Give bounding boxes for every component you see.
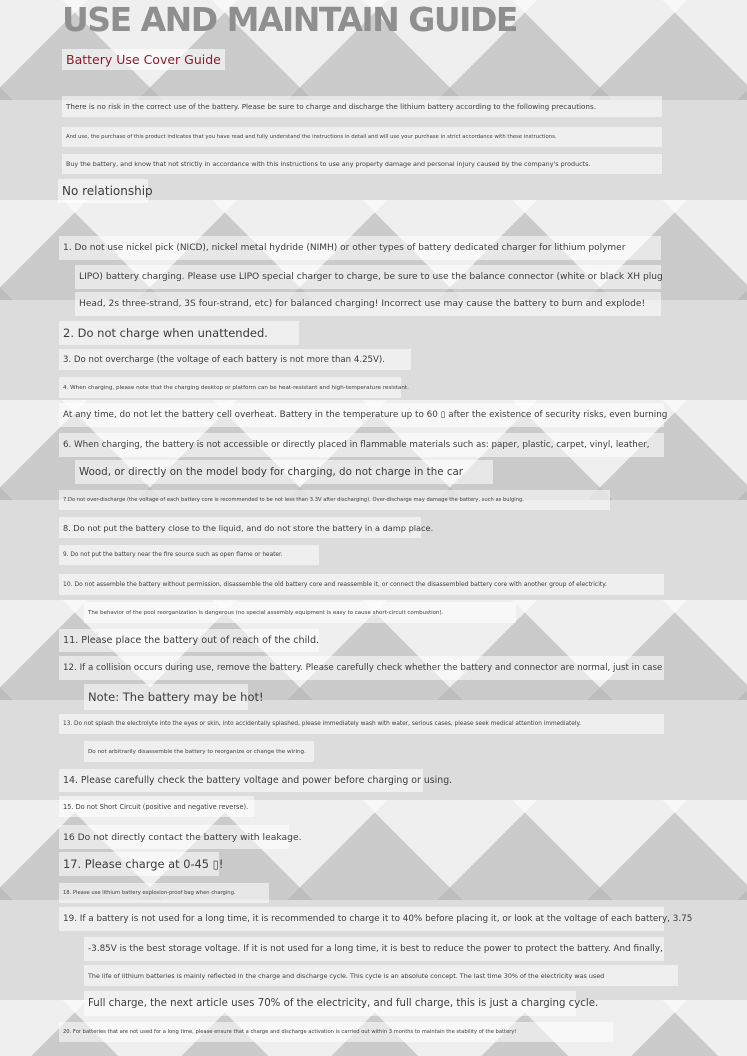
precaution-line: 7.Do not over-discharge (the voltage of each battery core is recommended to be not less than 3.3V after discharging). Over-discharge may damage the battery, such as bulging. xyxy=(59,490,610,510)
precaution-line: 12. If a collision occurs during use, remove the battery. Please carefully check whether the battery and connector are normal, just in case xyxy=(59,656,664,680)
precaution-line: Wood, or directly on the model body for charging, do not charge in the car xyxy=(75,460,493,484)
precaution-line: At any time, do not let the battery cell overheat. Battery in the temperature up to 60 ▯ after the existence of security risks, even burning xyxy=(59,403,664,427)
precaution-line: 20. For batteries that are not used for a long time, please ensure that a charge and discharge activation is carried out within 3 months to maintain the stability of the battery! xyxy=(59,1022,613,1042)
precaution-line: 16 Do not directly contact the battery with leakage. xyxy=(59,825,289,849)
precaution-line: 8. Do not put the battery close to the liquid, and do not store the battery in a damp place. xyxy=(59,517,421,538)
intro-line: No relationship xyxy=(58,179,148,203)
precaution-line: 15. Do not Short Circuit (positive and negative reverse). xyxy=(59,796,254,817)
precaution-line: LIPO) battery charging. Please use LIPO special charger to charge, be sure to use the balance connector (white or black XH plug xyxy=(75,265,661,289)
precaution-line: 10. Do not assemble the battery without permission, disassemble the old battery core and reassemble it, or connect the disassembled battery core with another group of electricity. xyxy=(59,574,664,595)
precaution-line: The life of lithium batteries is mainly reflected in the charge and discharge cycle. This cycle is an absolute concept. The last time 30% of the electricity was used xyxy=(84,965,678,986)
precaution-line: 1. Do not use nickel pick (NICD), nickel metal hydride (NIMH) or other types of battery dedicated charger for lithium polymer xyxy=(59,236,661,260)
precaution-line: 13. Do not splash the electrolyte into the eyes or skin, into accidentally splashed, please immediately wash with water, serious cases, please seek medical attention immediately. xyxy=(59,714,664,734)
precaution-line: 6. When charging, the battery is not accessible or directly placed in flammable materials such as: paper, plastic, carpet, vinyl, leather, xyxy=(59,433,664,457)
precaution-line: 2. Do not charge when unattended. xyxy=(59,321,299,345)
precaution-line: Full charge, the next article uses 70% of the electricity, and full charge, this is just a charging cycle. xyxy=(84,991,576,1016)
precaution-line: 17. Please charge at 0-45 ▯! xyxy=(59,852,219,876)
precaution-line: 9. Do not put the battery near the fire source such as open flame or heater. xyxy=(59,545,319,565)
precaution-line: 3. Do not overcharge (the voltage of each battery is not more than 4.25V). xyxy=(59,349,411,370)
precaution-line: 19. If a battery is not used for a long time, it is recommended to charge it to 40% before placing it, or look at the voltage of each battery, 3.75 xyxy=(59,907,664,931)
precaution-line: 18. Please use lithium battery explosion-proof bag when charging. xyxy=(59,883,269,903)
precaution-line: Head, 2s three-strand, 3S four-strand, etc) for balanced charging! Incorrect use may cause the battery to burn and explode! xyxy=(75,292,661,316)
page-title: USE AND MAINTAIN GUIDE xyxy=(62,0,517,39)
precaution-line: Note: The battery may be hot! xyxy=(84,684,248,710)
precaution-line: 4. When charging, please note that the charging desktop or platform can be heat-resistant and high-temperature resistant. xyxy=(59,377,401,398)
intro-line: Buy the battery, and know that not strictly in accordance with this instructions to use any property damage and personal injury caused by the company's products. xyxy=(62,154,662,174)
precaution-line: Do not arbitrarily disassemble the battery to reorganize or change the wiring. xyxy=(84,741,314,762)
intro-line: There is no risk in the correct use of the battery. Please be sure to charge and discharge the lithium battery according to the following precautions. xyxy=(62,96,662,117)
precaution-line: 11. Please place the battery out of reach of the child. xyxy=(59,629,319,652)
page-subtitle: Battery Use Cover Guide xyxy=(62,49,225,70)
precaution-line: 14. Please carefully check the battery voltage and power before charging or using. xyxy=(59,769,423,792)
precaution-line: The behavior of the pool reorganization is dangerous (no special assembly equipment is easy to cause short-circuit combustion). xyxy=(84,602,516,623)
intro-line: And use, the purchase of this product indicates that you have read and fully understand the instructions in detail and will use your purchase in strict accordance with these instructions. xyxy=(62,127,662,147)
precaution-line: -3.85V is the best storage voltage. If it is not used for a long time, it is best to reduce the power to protect the battery. And finally, xyxy=(84,937,664,961)
